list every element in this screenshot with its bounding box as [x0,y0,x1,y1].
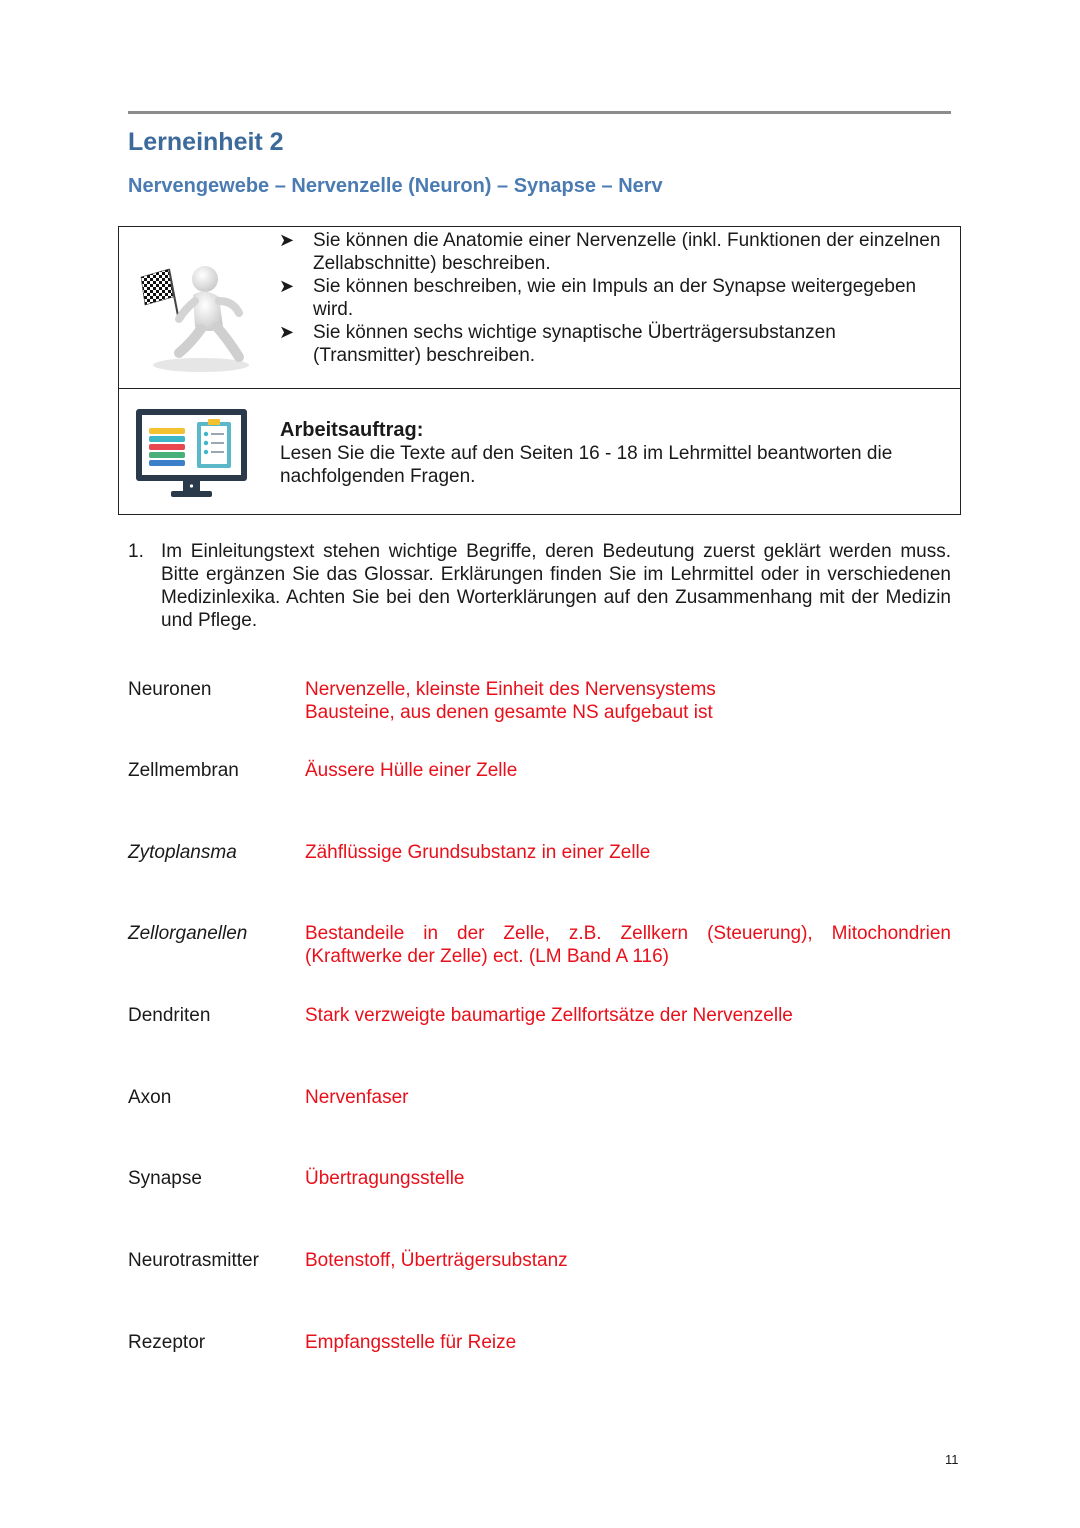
glossary-term: Zytoplansma [128,842,237,863]
glossary-term: Dendriten [128,1005,211,1026]
glossary-definition: Nervenfaser [305,1087,409,1108]
question-1 [128,540,951,632]
glossary-term: Neurotrasmitter [128,1250,259,1271]
glossary-term: Synapse [128,1168,202,1189]
runner-with-checkered-flag-icon [135,257,259,379]
header-rule [128,111,951,114]
glossary-term: Zellmembran [128,760,239,781]
task-heading: Arbeitsauftrag: [280,419,424,441]
definition-line: Bausteine, aus denen gesamte NS aufgebaut ist [305,702,713,723]
unit-subtitle: Nervengewebe – Nervenzelle (Neuron) – Synapse – Nerv [128,175,663,197]
unit-title: Lerneinheit 2 [128,128,284,156]
monitor-books-checklist-icon [135,408,248,500]
glossary-definition: Botenstoff, Überträgersubstanz [305,1250,568,1271]
question-number: 1. [128,541,144,562]
learning-goals-box [118,226,961,389]
page-number: 11 [945,1452,959,1467]
glossary-definition: Empfangsstelle für Reize [305,1332,517,1353]
question-text: Im Einleitungstext stehen wichtige Begriffe, deren Bedeutung zuerst geklärt werden muss. Bitte ergänzen Sie das Glossar. Erklärungen finden Sie im Lehrmittel oder in verschiedenen Medizinlexika. Achten Sie bei den Worterklärungen auf den Zusammenhang mit der Medizin und Pflege. [161,541,951,631]
goal-text: Sie können die Anatomie einer Nervenzelle (inkl. Funktionen der einzelnen Zellabschnitte) beschreiben. [313,230,941,274]
glossary-definition: Stark verzweigte baumartige Zellfortsätze der Nervenzelle [305,1005,793,1026]
glossary-definition: Zähflüssige Grundsubstanz in einer Zelle [305,842,651,863]
task-text: Lesen Sie die Texte auf den Seiten 16 - 18 im Lehrmittel beantworten die nachfolgenden Fragen. [280,443,893,487]
glossary-term: Axon [128,1087,172,1108]
task-box [118,388,961,515]
glossary-term: Zellorganellen [128,923,248,944]
goal-item [279,275,949,321]
definition-line: Nervenzelle, kleinste Einheit des Nervensystems [305,679,716,700]
goal-item [279,321,949,367]
goal-text: Sie können beschreiben, wie ein Impuls an der Synapse weitergegeben wird. [313,276,917,320]
goal-item [279,229,949,275]
glossary-definition: Äussere Hülle einer Zelle [305,760,518,781]
arrow-bullet-icon: ➤ [279,276,295,296]
glossary-definition: Bestandeile in der Zelle, z.B. Zellkern (Steuerung), Mitochondrien (Kraftwerke der Zelle) ect. (LM Band A 116) [305,923,951,967]
goal-text: Sie können sechs wichtige synaptische Überträgersubstanzen (Transmitter) beschreiben. [313,322,836,366]
learning-goals-list [279,229,949,367]
glossary-definition: Übertragungsstelle [305,1168,465,1189]
arrow-bullet-icon: ➤ [279,230,295,250]
glossary-term: Neuronen [128,679,212,700]
arrow-bullet-icon: ➤ [279,322,295,342]
glossary-definition [305,678,951,724]
glossary-term: Rezeptor [128,1332,206,1353]
